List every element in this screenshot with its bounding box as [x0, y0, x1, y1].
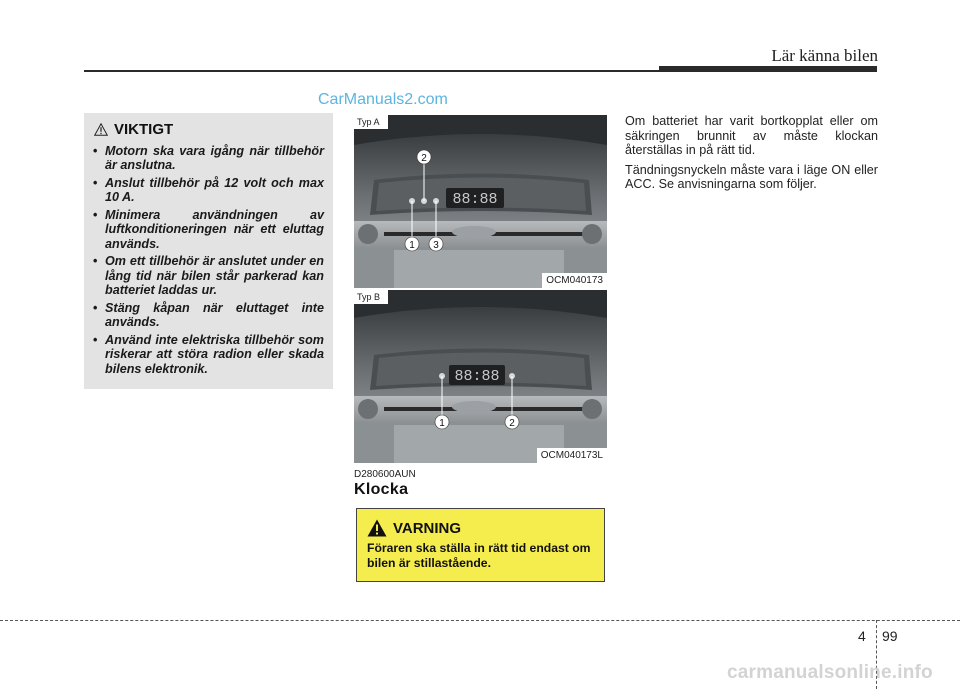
watermark-bottom: carmanualsonline.info	[727, 662, 933, 683]
clock-display-a: 88:88	[452, 191, 498, 208]
header-rule	[84, 70, 659, 72]
figure-type-label-b: Typ B	[354, 290, 388, 304]
body-paragraph: Tändningsnyckeln måste vara i läge ON eller ACC. Se anvisningarna som följer.	[625, 162, 878, 192]
important-item: • Motorn ska vara igång när tillbehör är anslutna.	[93, 144, 324, 173]
figure-type-label-a: Typ A	[354, 115, 388, 129]
important-heading-row	[94, 121, 173, 138]
warning-heading: VARNING	[393, 519, 462, 537]
important-heading: VIKTIGT	[114, 121, 174, 138]
warning-heading-row	[367, 519, 461, 537]
important-item: • Anslut tillbehör på 12 volt och max 10 A.	[93, 176, 324, 205]
radio-illustration-b	[354, 290, 607, 463]
callout-1-b: 1	[439, 418, 445, 429]
figure-code-b: OCM040173L	[537, 448, 607, 463]
important-box	[84, 113, 333, 389]
important-item: • Använd inte elektriska tillbehör som riskerar att störa radion eller skada bilens elektronik.	[93, 333, 324, 376]
warning-text: Föraren ska ställa in rätt tid endast om bilen är stillastående.	[367, 541, 591, 570]
caution-icon	[94, 123, 108, 136]
callout-2-b: 2	[509, 418, 515, 429]
callout-2-a: 2	[421, 153, 427, 164]
figure-code-a: OCM040173	[542, 273, 607, 288]
clock-display-b: 88:88	[454, 368, 500, 385]
radio-photo-type-b	[354, 290, 607, 463]
warning-icon	[367, 519, 387, 537]
section-code: D280600AUN	[354, 469, 416, 480]
radio-illustration-a	[354, 115, 607, 288]
footer-dashed-rule	[0, 620, 960, 621]
important-list	[93, 144, 324, 379]
callout-3-a: 3	[433, 240, 439, 251]
chapter-title: Lär känna bilen	[771, 46, 878, 65]
important-item: • Minimera användningen av luftkonditioneringen när ett eluttag används.	[93, 208, 324, 251]
header-rule-thick	[659, 66, 877, 72]
body-text-column	[625, 114, 878, 197]
section-number: 4	[858, 628, 866, 644]
important-item: • Stäng kåpan när eluttaget inte används.	[93, 301, 324, 330]
page-number: 99	[882, 628, 898, 644]
watermark-top: CarManuals2.com	[318, 91, 448, 108]
radio-photo-type-a	[354, 115, 607, 288]
section-title: Klocka	[354, 481, 409, 498]
callout-1-a: 1	[409, 240, 415, 251]
body-paragraph: Om batteriet har varit bortkopplat eller om säkringen brunnit av måste klockan återställas in på rätt tid.	[625, 114, 878, 158]
important-item: • Om ett tillbehör är anslutet under en lång tid när bilen står parkerad kan batteriet laddas ur.	[93, 254, 324, 297]
warning-box	[356, 508, 605, 582]
